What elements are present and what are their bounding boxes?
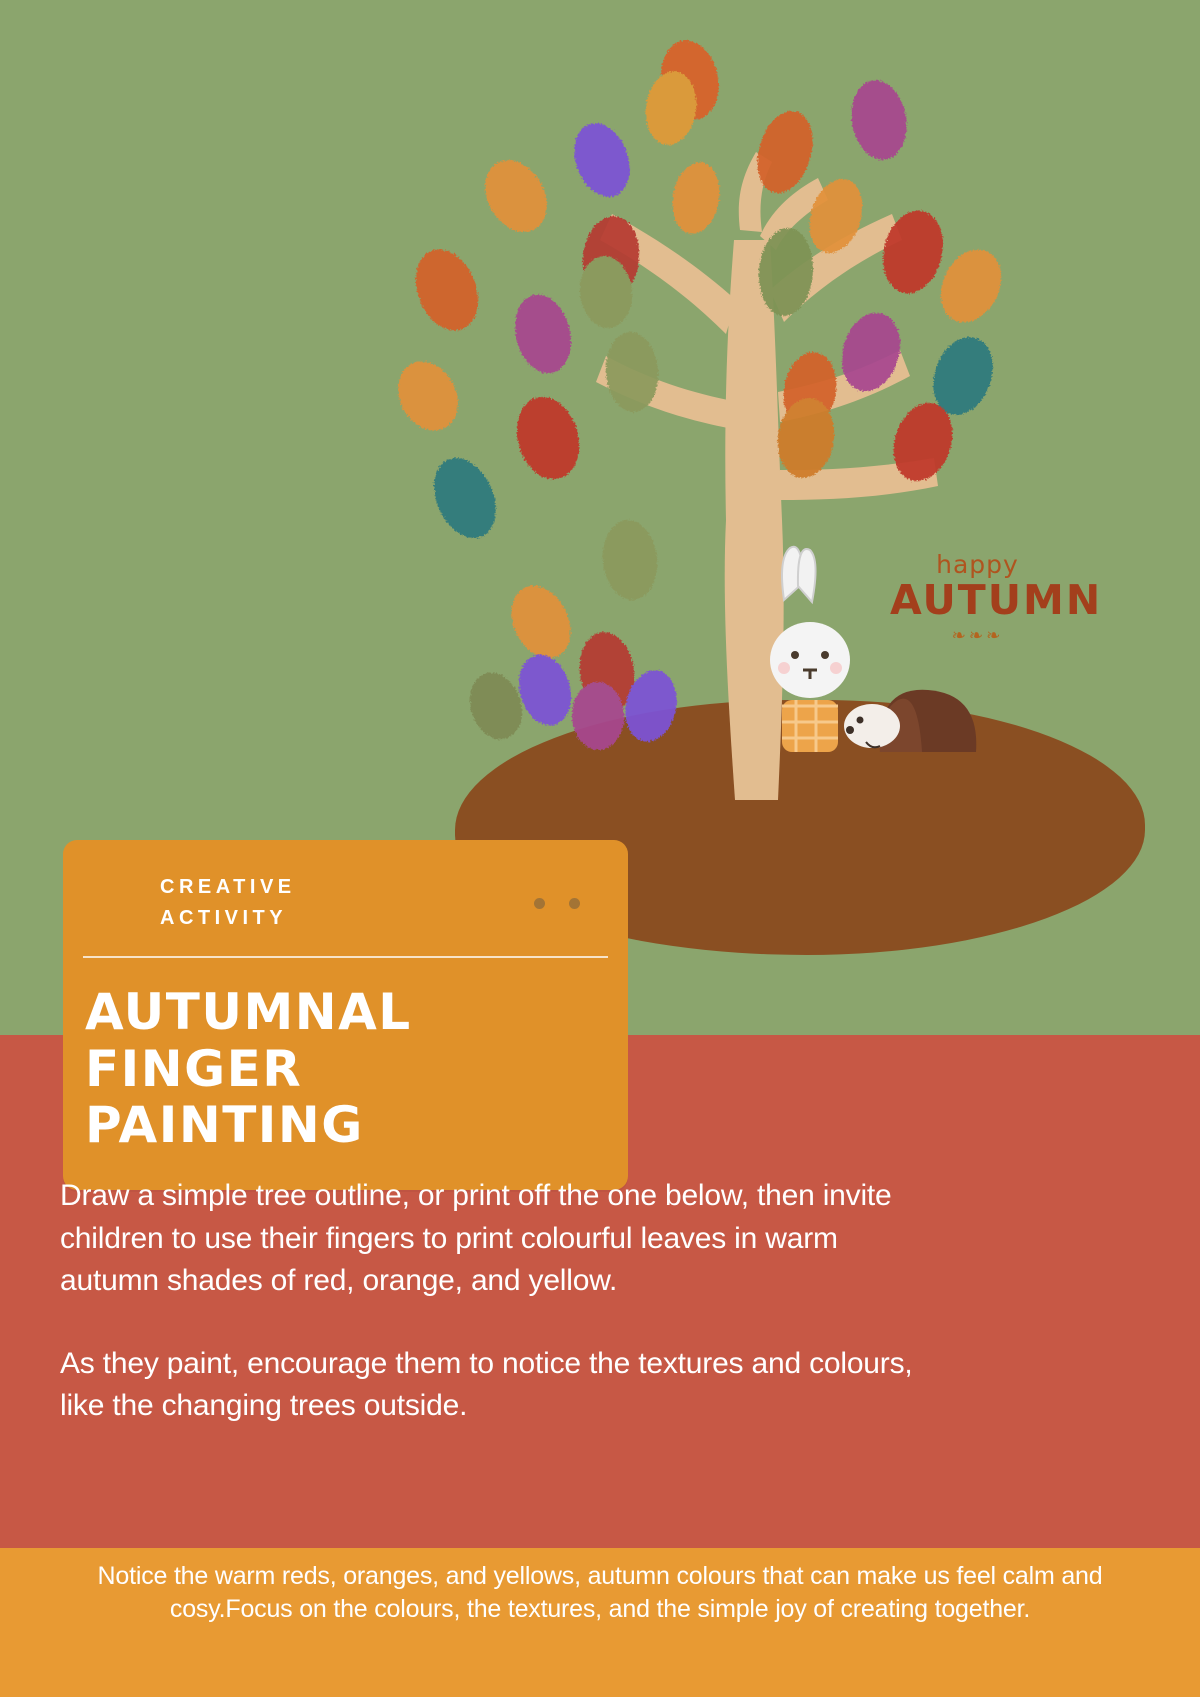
bunny-character bbox=[770, 547, 850, 752]
eyebrow-line-1: CREATIVE bbox=[160, 876, 296, 898]
body-copy bbox=[60, 1175, 920, 1428]
page-title-line-2: FINGER PAINTING bbox=[85, 1039, 364, 1154]
dot-icon bbox=[569, 898, 580, 909]
title-card-header bbox=[63, 840, 628, 956]
happy-autumn-stamp bbox=[890, 550, 1103, 646]
footer-note: Notice the warm reds, oranges, and yellows, autumn colours that can make us feel calm and cosy.Focus on the colours, the textures, and the simple joy of creating together. bbox=[97, 1562, 1103, 1624]
page-title-line-1: AUTUMNAL bbox=[85, 983, 412, 1041]
decorative-dots bbox=[534, 898, 580, 909]
dot-icon bbox=[534, 898, 545, 909]
stamp-sprig: ❧❧❧ bbox=[951, 626, 1004, 646]
eyebrow-line-2: ACTIVITY bbox=[160, 907, 288, 929]
body-paragraph-1: Draw a simple tree outline, or print off the one below, then invite children to use their fingers to print colourful leaves in warm autumn shades of red, orange, and yellow. bbox=[60, 1179, 892, 1298]
title-card bbox=[63, 840, 628, 1190]
title-card-body bbox=[63, 958, 628, 1190]
stamp-autumn-text: AUTUMN bbox=[890, 576, 1103, 624]
body-paragraph-2: As they paint, encourage them to notice the textures and colours, like the changing trees outside. bbox=[60, 1346, 913, 1423]
hedgehog-character bbox=[844, 690, 976, 752]
stamp-happy-text: happy bbox=[936, 550, 1019, 579]
